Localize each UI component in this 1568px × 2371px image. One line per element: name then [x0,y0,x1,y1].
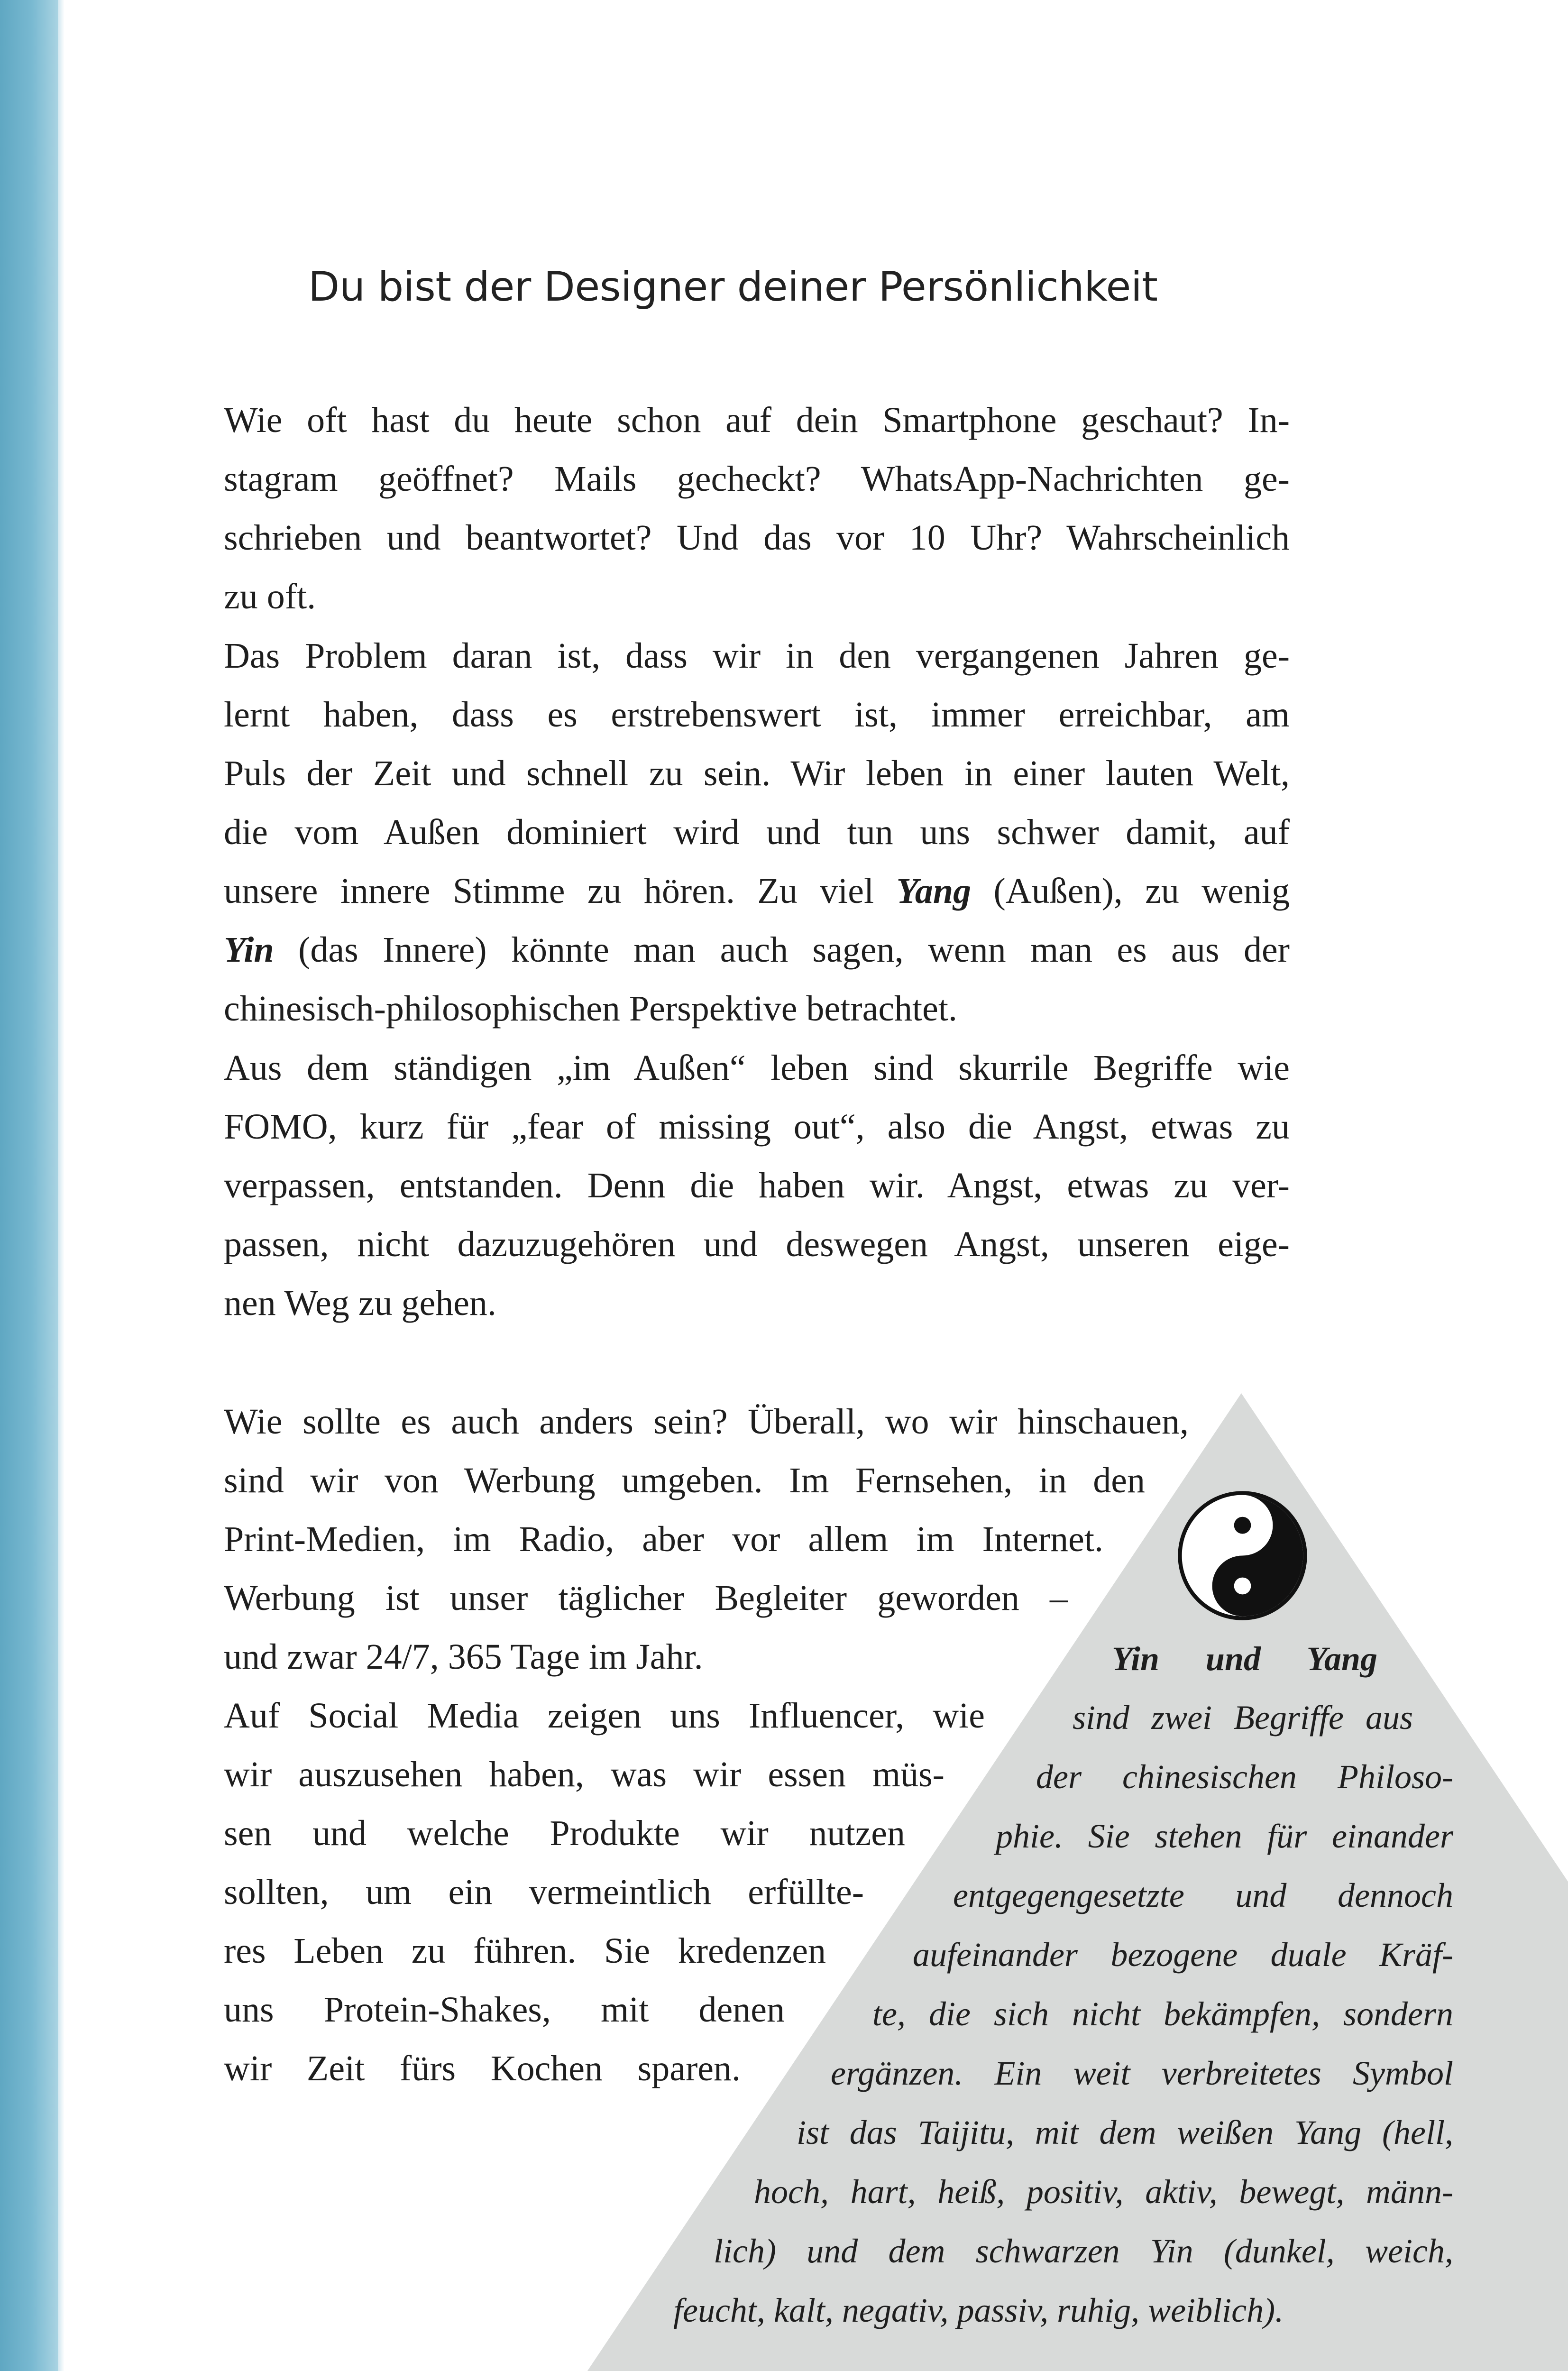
text-line: Auf Social Media zeigen uns Influencer, wie [224,1696,985,1736]
text-line: wir Zeit fürs Kochen sparen. [224,2049,741,2088]
text-line: chinesisch-philosophischen Perspektive betrachtet. [224,989,958,1029]
text-line [224,920,1290,979]
text-line: sollten, um ein vermeintlich erfüllte- [224,1872,864,1912]
sidebar-line: aufeinander bezogene duale Kräf- [913,1936,1453,1974]
sidebar-line: sind zwei Begriffe aus [1073,1699,1413,1737]
text-line: Werbung ist unser täglicher Begleiter geworden – [224,1578,1068,1618]
sidebar-heading: Yin und Yang [1112,1640,1377,1678]
text-segment: (Außen), zu wenig [971,871,1290,911]
sidebar-line: feucht, kalt, negativ, passiv, ruhig, weiblich). [673,2291,1284,2329]
sidebar-line: ergänzen. Ein weit verbreitetes Symbol [831,2054,1453,2092]
text-line: Das Problem daran ist, dass wir in den vergangenen Jahren ge- [224,636,1290,676]
text-line: lernt haben, dass es erstrebenswert ist, immer erreichbar, am [224,695,1290,735]
paragraph-2 [224,626,1290,1038]
text-line: nen Weg zu gehen. [224,1283,496,1323]
text-line: passen, nicht dazuzugehören und deswegen Angst, unseren eige- [224,1224,1290,1264]
text-line: wir auszusehen haben, was wir essen müs- [224,1755,944,1794]
text-line: stagram geöffnet? Mails gecheckt? WhatsApp-Nachrichten ge- [224,459,1290,499]
paragraph-1 [224,391,1290,626]
text-line: zu oft. [224,577,316,616]
yin-yang-icon [1177,1490,1308,1621]
text-line: res Leben zu führen. Sie kredenzen [224,1931,826,1971]
text-line: FOMO, kurz für „fear of missing out“, also die Angst, etwas zu [224,1107,1290,1147]
sidebar-line: der chinesischen Philoso- [1036,1758,1453,1796]
text-line: Wie sollte es auch anders sein? Überall, wo wir hinschauen, [224,1402,1189,1442]
term-yin: Yin [224,930,274,970]
sidebar-line: phie. Sie stehen für einander [996,1817,1453,1855]
text-segment: (das Innere) könnte man auch sagen, wenn man es aus der [274,930,1290,970]
text-line: Aus dem ständigen „im Außen“ leben sind skurrile Begriffe wie [224,1048,1290,1088]
text-line: verpassen, entstanden. Denn die haben wir. Angst, etwas zu ver- [224,1166,1290,1205]
sidebar-line: ist das Taijitu, mit dem weißen Yang (hell, [797,2114,1453,2151]
page-title: Du bist der Designer deiner Persönlichkeit [308,263,1158,311]
paragraph-3 [224,1038,1290,1333]
term-yang: Yang [896,871,972,911]
yin-yang-heading-line [1112,1629,1377,1688]
text-line [224,862,1290,920]
text-line: schrieben und beantwortet? Und das vor 10 Uhr? Wahrscheinlich [224,518,1290,558]
text-line: die vom Außen dominiert wird und tun uns schwer damit, auf [224,812,1290,852]
sidebar-line: te, die sich nicht bekämpfen, sondern [872,1995,1453,2033]
sidebar-line: hoch, hart, heiß, positiv, aktiv, bewegt, männ- [754,2173,1453,2211]
text-line: uns Protein-Shakes, mit denen [224,1990,785,2030]
text-line: Print-Medien, im Radio, aber vor allem im Internet. [224,1519,1103,1559]
text-line: Wie oft hast du heute schon auf dein Smartphone geschaut? In- [224,400,1290,440]
text-segment: unsere innere Stimme zu hören. Zu viel [224,871,897,911]
text-line: Puls der Zeit und schnell zu sein. Wir leben in einer lauten Welt, [224,754,1290,793]
text-line: sen und welche Produkte wir nutzen [224,1813,905,1853]
text-line: sind wir von Werbung umgeben. Im Fernsehen, in den [224,1461,1145,1500]
sidebar-line: entgegengesetzte und dennoch [953,1876,1453,1914]
sidebar-line: lich) und dem schwarzen Yin (dunkel, weich, [714,2232,1453,2270]
text-line: und zwar 24/7, 365 Tage im Jahr. [224,1637,703,1677]
